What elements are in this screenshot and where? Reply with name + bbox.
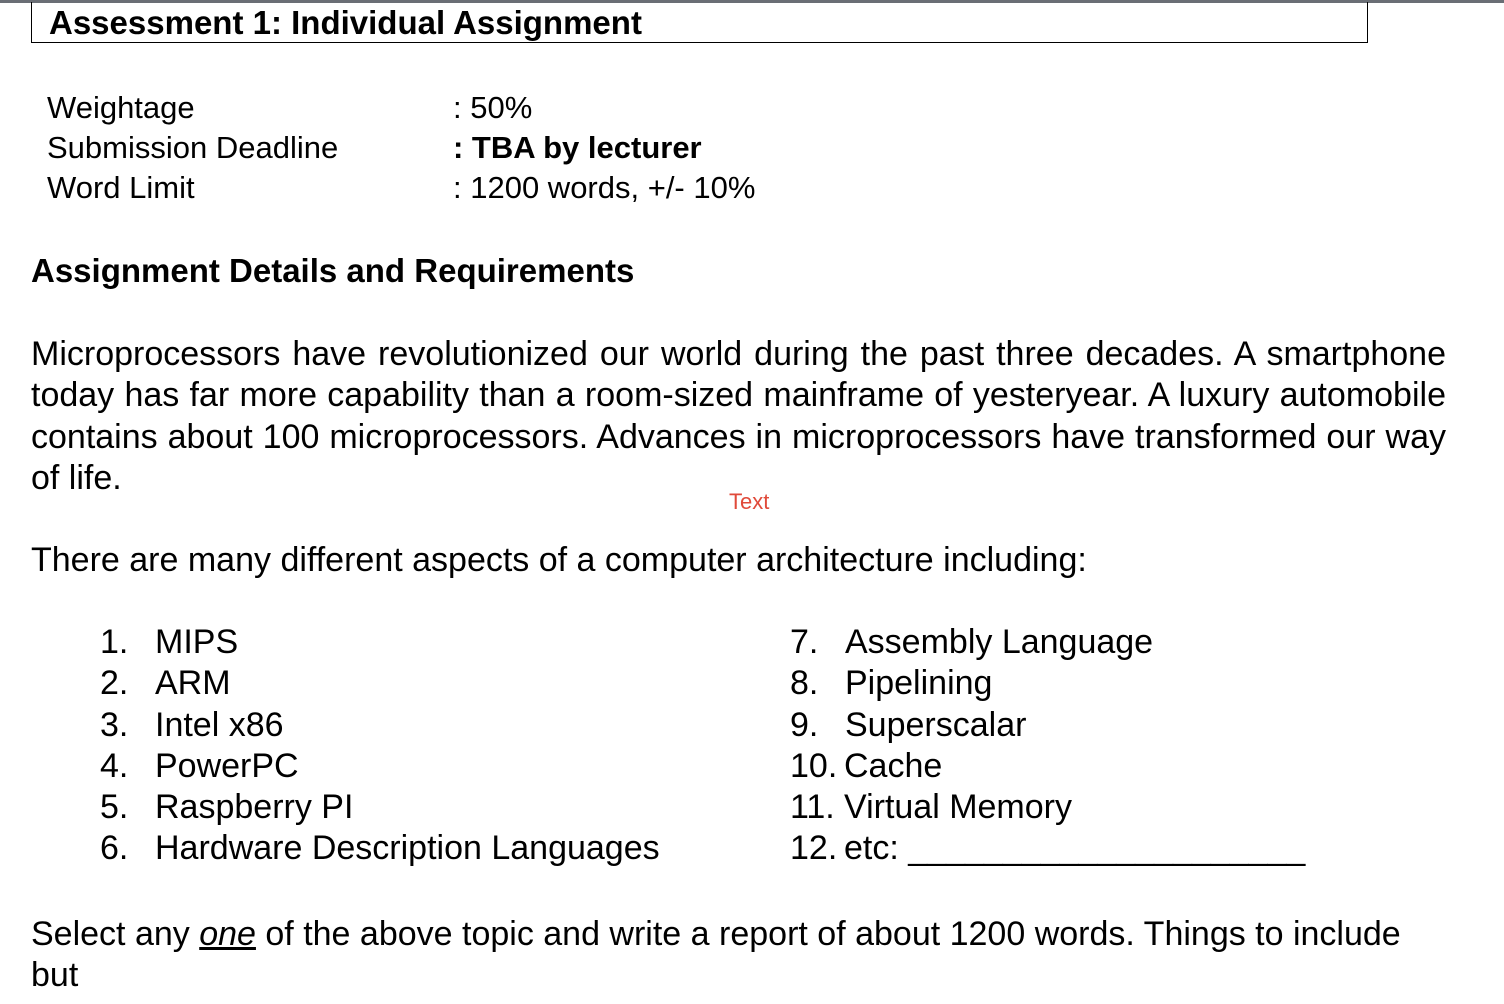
list-item (100, 663, 660, 704)
list-item (790, 622, 1305, 663)
topic-list-right (790, 622, 1305, 870)
list-number: 2. (100, 664, 129, 703)
closing-emphasis: one (199, 915, 256, 953)
list-item (790, 787, 1305, 828)
list-number: 6. (100, 829, 129, 868)
list-label: MIPS (155, 623, 239, 661)
list-item (100, 622, 660, 663)
weightage-label: Weightage (47, 90, 195, 125)
list-label: Pipelining (845, 664, 993, 703)
list-label: ARM (155, 664, 231, 703)
list-number: 12. (790, 829, 838, 868)
weightage-value: : 50% (453, 90, 533, 125)
cut-off-line: but (31, 956, 79, 994)
list-item (100, 746, 660, 787)
list-label: Intel x86 (155, 705, 284, 744)
list-number: 11. (790, 788, 835, 827)
closing-paragraph (31, 914, 1446, 955)
section-heading: Assignment Details and Requirements (31, 252, 635, 289)
list-item (100, 787, 660, 828)
list-number: 5. (100, 788, 129, 827)
list-item (790, 705, 1305, 746)
deadline-label: Submission Deadline (47, 130, 339, 165)
list-number: 10. (790, 746, 838, 785)
closing-text-before: Select any (31, 915, 200, 953)
page-title: Assessment 1: Individual Assignment (49, 4, 642, 41)
list-item (100, 705, 660, 746)
list-number: 3. (100, 705, 129, 744)
list-label: Hardware Description Languages (155, 829, 660, 868)
intro-paragraph: Microprocessors have revolutionized our world during the past three decades. A smartphone today has far more capability than a room-sized mainframe of yesteryear. A luxury automobile contains about 100 microprocessors. Advances in microprocessors have transformed our way of life. (31, 335, 1446, 497)
list-number: 8. (790, 664, 819, 703)
list-label: PowerPC (155, 746, 299, 785)
title-box (31, 2, 1368, 43)
list-item (100, 828, 660, 869)
word-limit-label: Word Limit (47, 170, 195, 205)
list-item (790, 663, 1305, 704)
list-item (790, 746, 1305, 787)
topic-list-left (100, 622, 660, 870)
word-limit-value: : 1200 words, +/- 10% (453, 170, 756, 205)
list-item (790, 828, 1305, 869)
list-number: 1. (100, 623, 129, 661)
list-number: 4. (100, 746, 129, 785)
aspects-intro: There are many different aspects of a computer architecture including: (31, 541, 1087, 579)
list-label: Cache (844, 746, 943, 785)
list-label: Raspberry PI (155, 788, 354, 827)
closing-text-after: of the above topic and write a report of about 1200 words. Things to include (255, 915, 1401, 953)
list-number: 9. (790, 705, 819, 744)
list-number: 7. (790, 623, 819, 661)
list-label: Superscalar (845, 705, 1027, 744)
list-label: etc: _____________________ (844, 829, 1306, 868)
text-annotation-label[interactable]: Text (729, 489, 770, 514)
deadline-value: : TBA by lecturer (453, 130, 702, 165)
list-label: Virtual Memory (844, 788, 1072, 827)
list-label: Assembly Language (845, 623, 1154, 661)
